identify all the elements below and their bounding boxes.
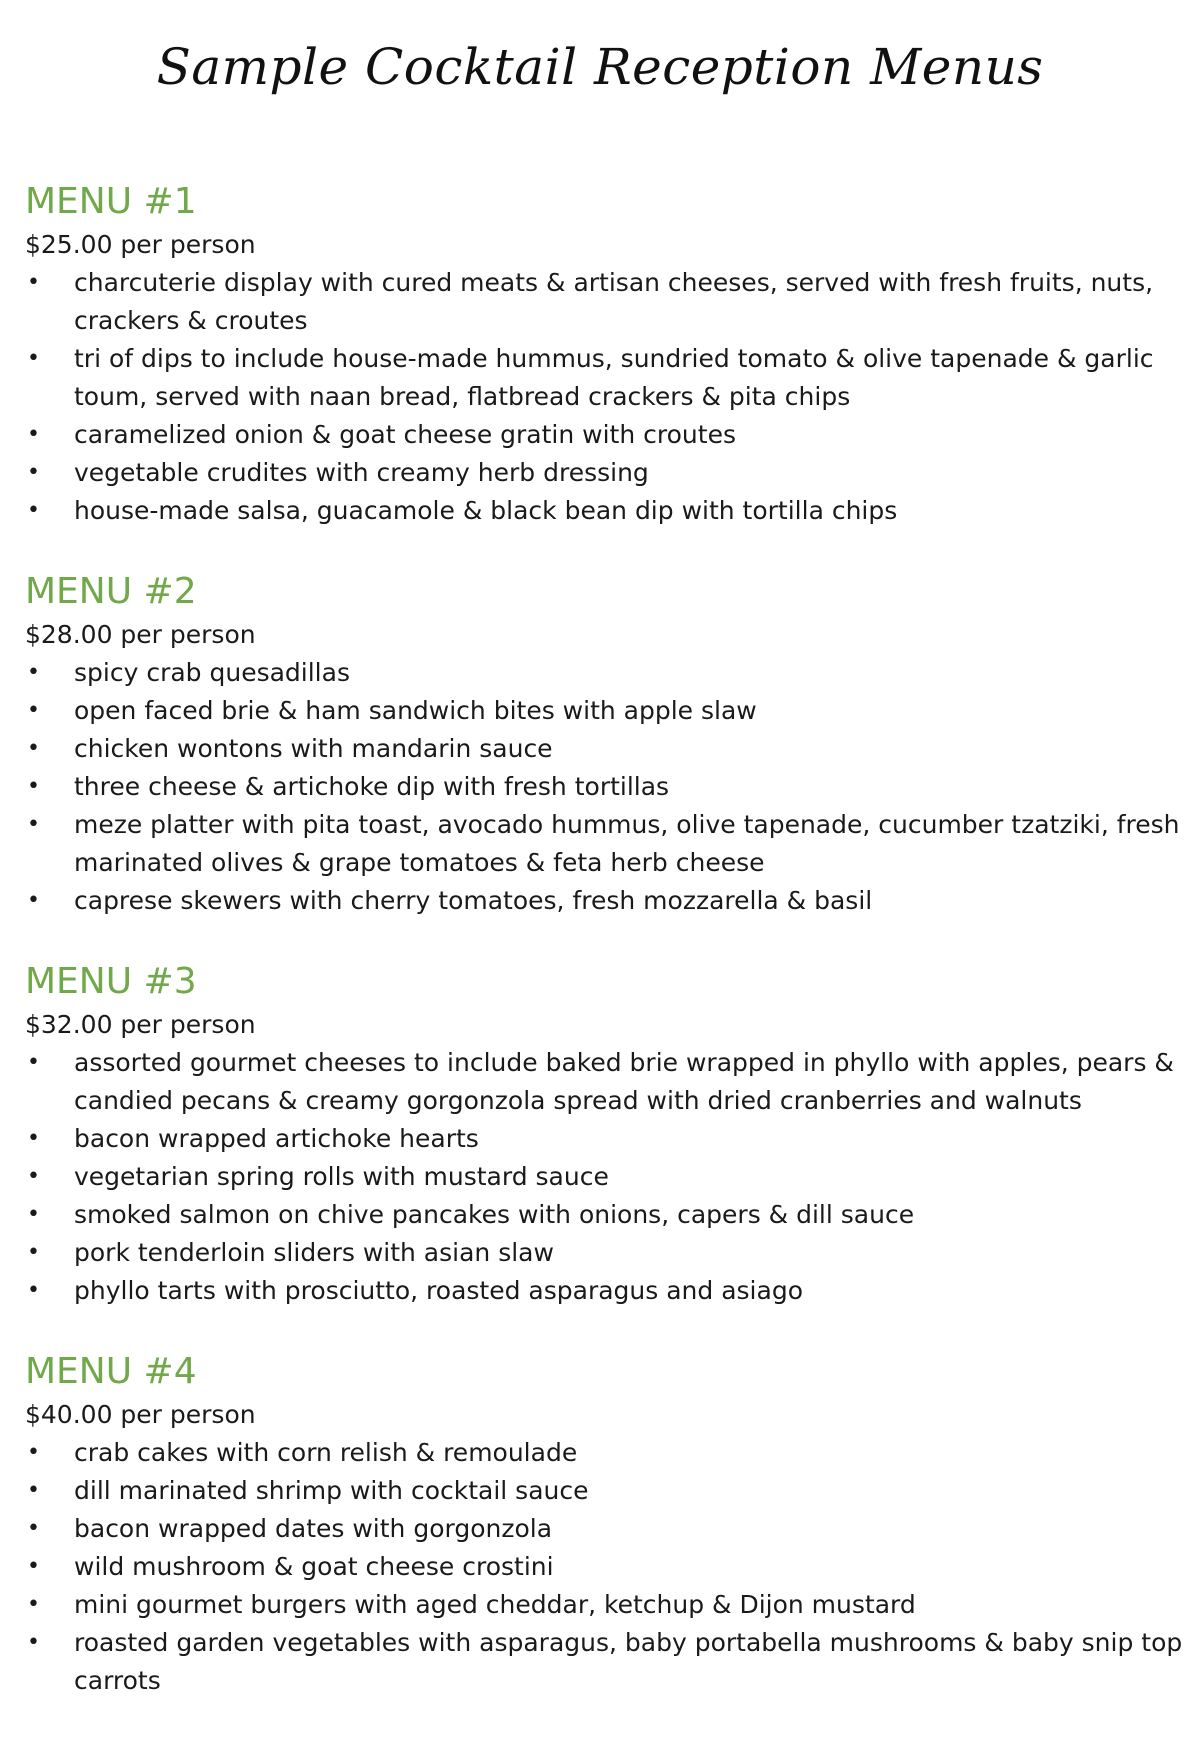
menu-item xyxy=(25,1158,1185,1196)
menu-item xyxy=(25,454,1185,492)
bullet-icon: • xyxy=(27,736,40,761)
menu-item-list xyxy=(25,654,1185,920)
bullet-icon: • xyxy=(27,660,40,685)
bullet-icon: • xyxy=(27,1050,40,1075)
bullet-icon: • xyxy=(27,1554,40,1579)
bullet-icon: • xyxy=(27,422,40,447)
menu-item-list xyxy=(25,1434,1185,1700)
menu-item xyxy=(25,692,1185,730)
menu-item-text: meze platter with pita toast, avocado hummus, olive tapenade, cucumber tzatziki, fresh marinated olives & grape tomatoes & feta herb cheese xyxy=(74,810,1180,877)
menu-item-text: bacon wrapped artichoke hearts xyxy=(74,1124,479,1153)
menu-item-text: assorted gourmet cheeses to include baked brie wrapped in phyllo with apples, pears & candied pecans & creamy gorgonzola spread with dried cranberries and walnuts xyxy=(74,1048,1174,1115)
bullet-icon: • xyxy=(27,698,40,723)
bullet-icon: • xyxy=(27,1202,40,1227)
bullet-icon: • xyxy=(27,346,40,371)
bullet-icon: • xyxy=(27,1592,40,1617)
menu-item-text: dill marinated shrimp with cocktail sauce xyxy=(74,1476,589,1505)
menu-item-text: bacon wrapped dates with gorgonzola xyxy=(74,1514,553,1543)
bullet-icon: • xyxy=(27,1630,40,1655)
menu-item xyxy=(25,882,1185,920)
menu-item-text: house-made salsa, guacamole & black bean dip with tortilla chips xyxy=(74,496,898,525)
bullet-icon: • xyxy=(27,774,40,799)
menu-item-text: roasted garden vegetables with asparagus, baby portabella mushrooms & baby snip top carrots xyxy=(74,1628,1183,1695)
bullet-icon: • xyxy=(27,888,40,913)
menu-item xyxy=(25,1272,1185,1310)
menu-item xyxy=(25,1624,1185,1700)
menu-section-2 xyxy=(25,568,1185,920)
menu-item-text: vegetarian spring rolls with mustard sauce xyxy=(74,1162,609,1191)
menu-item xyxy=(25,1586,1185,1624)
menu-item-text: caramelized onion & goat cheese gratin with croutes xyxy=(74,420,736,449)
menu-item-text: caprese skewers with cherry tomatoes, fresh mozzarella & basil xyxy=(74,886,873,915)
menus-container xyxy=(25,178,1185,1738)
menu-item xyxy=(25,1196,1185,1234)
menu-item-text: tri of dips to include house-made hummus, sundried tomato & olive tapenade & garlic toum, served with naan bread, flatbread crackers & pita chips xyxy=(74,344,1154,411)
menu-item-text: crab cakes with corn relish & remoulade xyxy=(74,1438,578,1467)
bullet-icon: • xyxy=(27,812,40,837)
menu-item-text: charcuterie display with cured meats & artisan cheeses, served with fresh fruits, nuts, crackers & croutes xyxy=(74,268,1154,335)
menu-price: $28.00 per person xyxy=(25,620,256,649)
menu-item xyxy=(25,1510,1185,1548)
menu-price: $32.00 per person xyxy=(25,1010,256,1039)
menu-item-text: spicy crab quesadillas xyxy=(74,658,350,687)
menu-price: $25.00 per person xyxy=(25,230,256,259)
menu-heading: MENU #3 xyxy=(25,961,197,1002)
bullet-icon: • xyxy=(27,1240,40,1265)
menu-section-4 xyxy=(25,1348,1185,1700)
menu-section-3 xyxy=(25,958,1185,1310)
menu-item xyxy=(25,1120,1185,1158)
menu-item-text: three cheese & artichoke dip with fresh tortillas xyxy=(74,772,670,801)
menu-item xyxy=(25,768,1185,806)
bullet-icon: • xyxy=(27,1278,40,1303)
menu-heading: MENU #1 xyxy=(25,181,197,222)
menu-item-list xyxy=(25,1044,1185,1310)
menu-item xyxy=(25,654,1185,692)
menu-item-text: chicken wontons with mandarin sauce xyxy=(74,734,553,763)
menu-item-text: pork tenderloin sliders with asian slaw xyxy=(74,1238,554,1267)
menu-item xyxy=(25,730,1185,768)
menu-item-text: vegetable crudites with creamy herb dressing xyxy=(74,458,649,487)
page-title: Sample Cocktail Reception Menus xyxy=(156,38,1044,96)
menu-item xyxy=(25,1234,1185,1272)
bullet-icon: • xyxy=(27,270,40,295)
menu-item xyxy=(25,264,1185,340)
bullet-icon: • xyxy=(27,1440,40,1465)
menu-heading: MENU #4 xyxy=(25,1351,197,1392)
menu-item-text: mini gourmet burgers with aged cheddar, ketchup & Dijon mustard xyxy=(74,1590,916,1619)
menu-item-text: wild mushroom & goat cheese crostini xyxy=(74,1552,554,1581)
menu-section-1 xyxy=(25,178,1185,530)
bullet-icon: • xyxy=(27,1478,40,1503)
menu-item xyxy=(25,492,1185,530)
bullet-icon: • xyxy=(27,1516,40,1541)
menu-item xyxy=(25,1548,1185,1586)
bullet-icon: • xyxy=(27,460,40,485)
menu-item xyxy=(25,806,1185,882)
menu-item xyxy=(25,1044,1185,1120)
menu-price: $40.00 per person xyxy=(25,1400,256,1429)
menu-item xyxy=(25,1434,1185,1472)
menu-item xyxy=(25,340,1185,416)
menu-item xyxy=(25,416,1185,454)
menu-item-text: phyllo tarts with prosciutto, roasted asparagus and asiago xyxy=(74,1276,803,1305)
bullet-icon: • xyxy=(27,1164,40,1189)
bullet-icon: • xyxy=(27,1126,40,1151)
menu-heading: MENU #2 xyxy=(25,571,197,612)
menu-item-text: open faced brie & ham sandwich bites with apple slaw xyxy=(74,696,757,725)
menu-item xyxy=(25,1472,1185,1510)
bullet-icon: • xyxy=(27,498,40,523)
menu-item-list xyxy=(25,264,1185,530)
menu-item-text: smoked salmon on chive pancakes with onions, capers & dill sauce xyxy=(74,1200,915,1229)
